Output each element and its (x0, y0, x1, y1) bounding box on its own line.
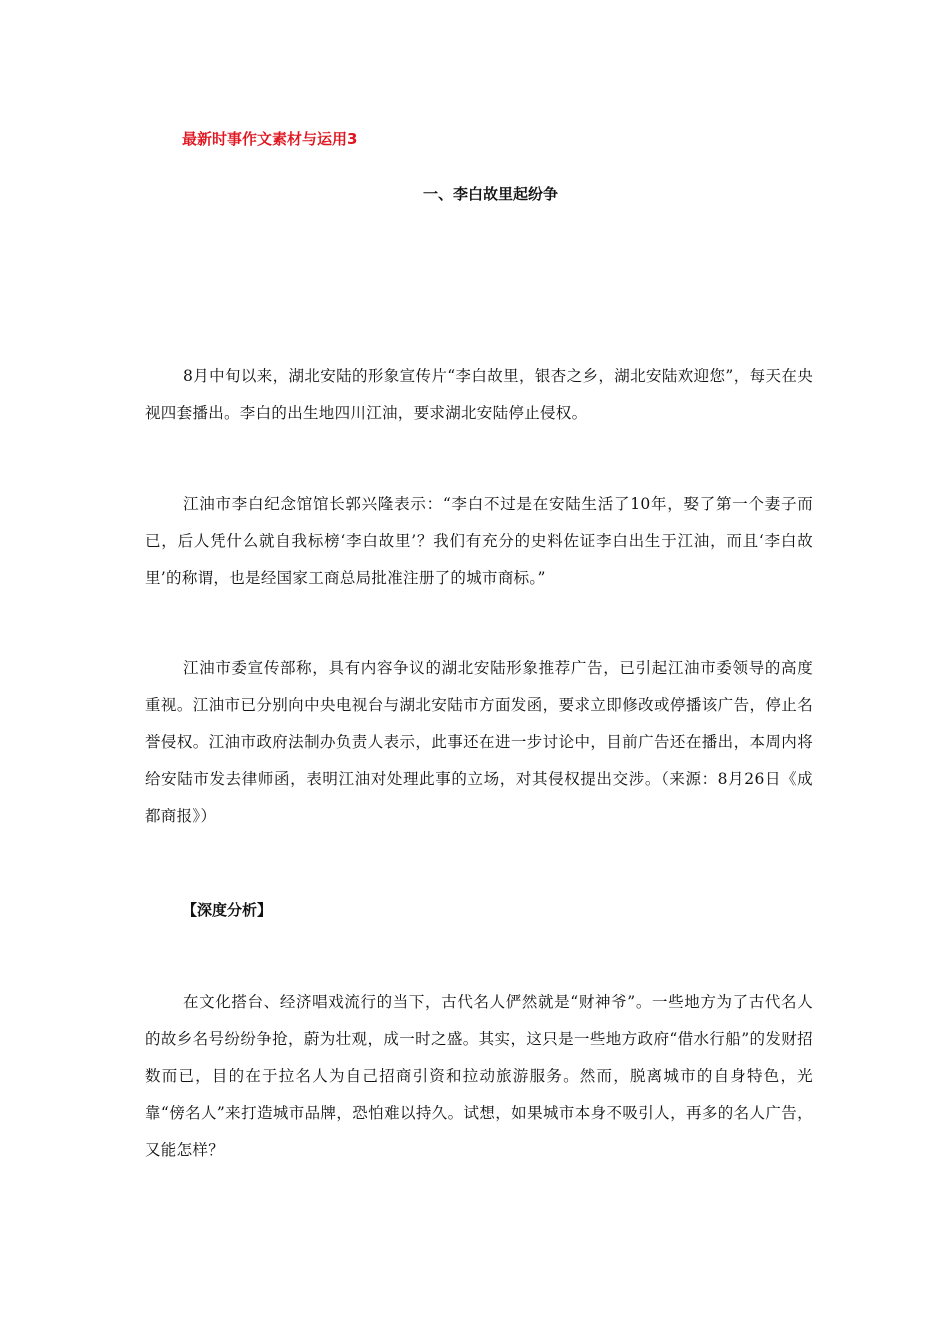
analysis-paragraph: 在文化搭台、经济唱戏流行的当下，古代名人俨然就是“财神爷”。一些地方为了古代名人的故乡名号纷纷争抢，蔚为壮观，成一时之盛。其实，这只是一些地方政府“借水行船”的发财招数而已，目的在于拉名人为自己招商引资和拉动旅游服务。然而，脱离城市的自身特色，光靠“傍名人”来打造城市品牌，恐怕难以持久。试想，如果城市本身不吸引人，再多的名人广告，又能怎样？ (145, 993, 813, 1159)
section-heading: 一、李白故里起纷争 (423, 185, 559, 203)
news-paragraph-3: 江油市委宣传部称，具有内容争议的湖北安陆形象推荐广告，已引起江油市委领导的高度重视。江油市已分别向中央电视台与湖北安陆市方面发函，要求立即修改或停播该广告，停止名誉侵权。江油市政府法制办负责人表示，此事还在进一步讨论中，目前广告还在播出，本周内将给安陆市发去律师函，表明江油对处理此事的立场，对其侵权提出交涉。（来源：8月26日《成都商报》） (145, 659, 813, 825)
analysis-heading: 【深度分析】 (182, 901, 273, 919)
news-paragraph-2: 江油市李白纪念馆馆长郭兴隆表示：“李白不过是在安陆生活了10年，娶了第一个妻子而已，后人凭什么就自我标榜‘李白故里’？我们有充分的史料佐证李白出生于江油，而且‘李白故里’的称谓，也是经国家工商总局批准注册了的城市商标。” (145, 495, 813, 587)
news-paragraph-1: 8月中旬以来，湖北安陆的形象宣传片“李白故里，银杏之乡，湖北安陆欢迎您”，每天在央视四套播出。李白的出生地四川江油，要求湖北安陆停止侵权。 (145, 367, 813, 422)
document-title: 最新时事作文素材与运用3 (182, 130, 358, 148)
